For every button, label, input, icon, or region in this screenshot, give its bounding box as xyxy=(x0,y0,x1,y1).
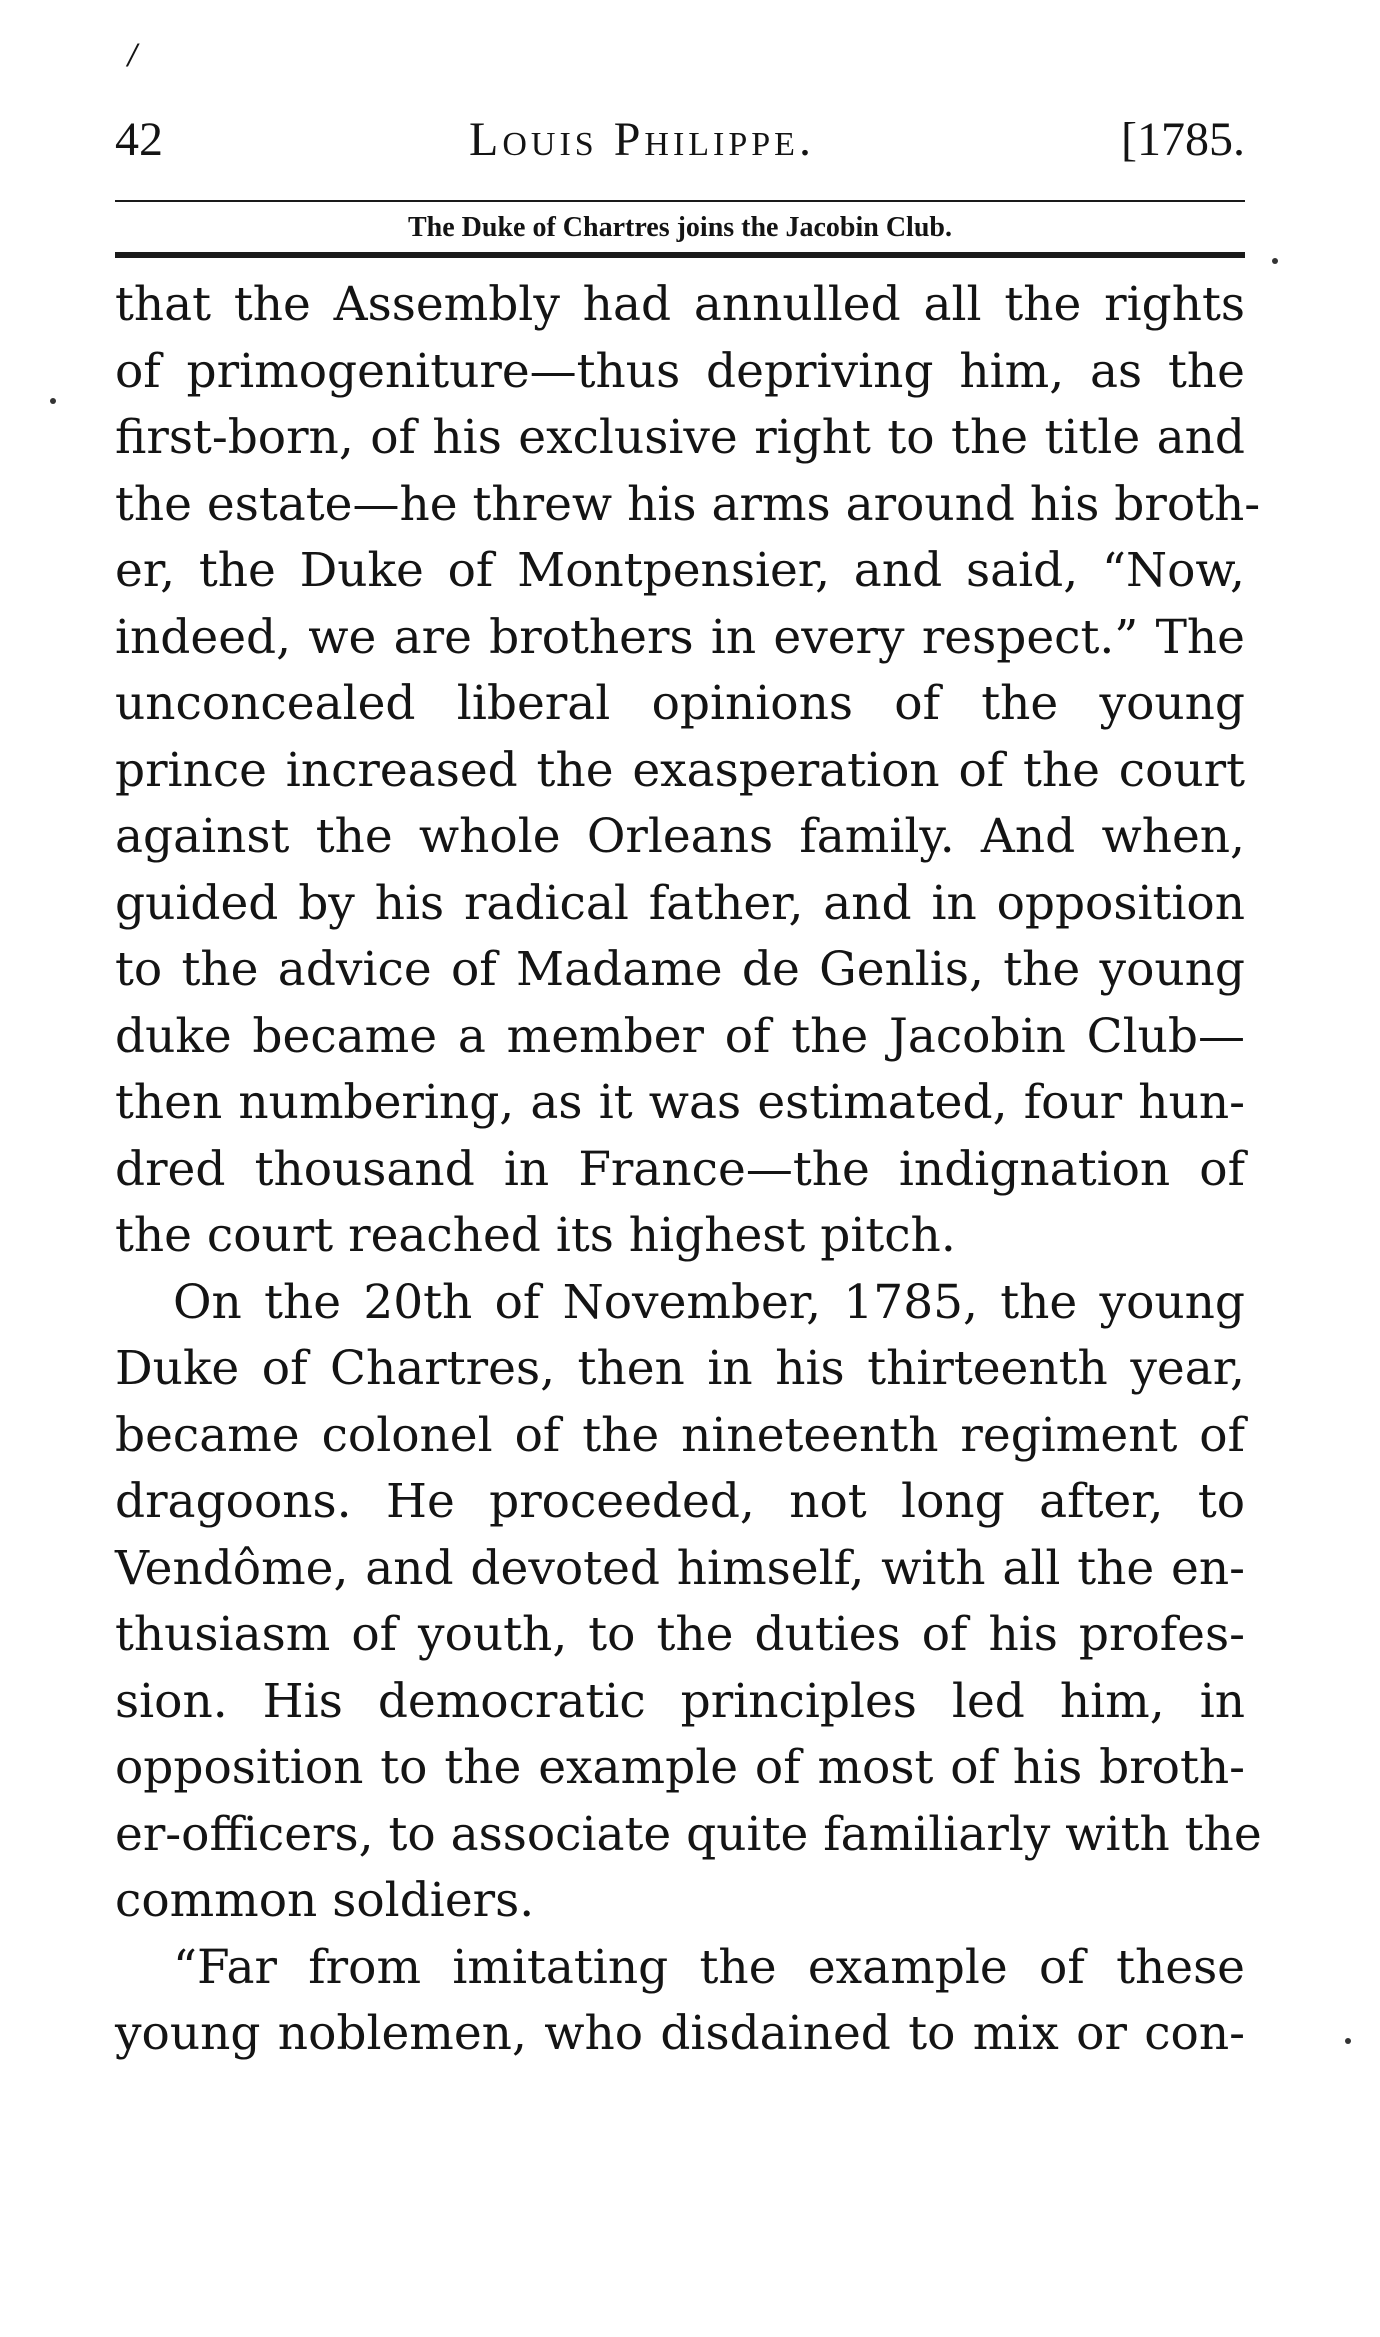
text-line: then numbering, as it was estimated, four hun- xyxy=(115,1075,1245,1130)
text-line: Vendôme, and devoted himself, with all the en- xyxy=(115,1540,1245,1596)
running-head xyxy=(115,112,1245,168)
text-line: first-born, of his exclusive right to the title and xyxy=(115,410,1245,465)
book-page xyxy=(115,112,1262,2068)
text-line: opposition to the example of most of his broth- xyxy=(115,1740,1245,1795)
body-text xyxy=(115,272,1262,2068)
text-line: dragoons. He proceeded, not long after, to xyxy=(115,1474,1245,1529)
text-line: On the 20th of November, 1785, the young xyxy=(173,1274,1245,1330)
text-line: unconcealed liberal opinions of the young xyxy=(115,676,1245,731)
text-line: became colonel of the nineteenth regiment of xyxy=(115,1407,1245,1463)
text-line: sion. His democratic principles led him, in xyxy=(115,1673,1245,1729)
text-line: to the advice of Madame de Genlis, the young xyxy=(115,942,1245,997)
text-line: common soldiers. xyxy=(115,1873,535,1928)
header-rule-top xyxy=(115,200,1245,202)
text-line: thusiasm of youth, to the duties of his profes- xyxy=(115,1607,1245,1662)
running-year: [1785. xyxy=(1121,113,1245,166)
text-line: dred thousand in France—the indignation of xyxy=(115,1141,1245,1197)
text-line: of primogeniture—thus depriving him, as the xyxy=(115,343,1245,399)
text-line: that the Assembly had annulled all the rights xyxy=(115,277,1245,332)
page-number: 42 xyxy=(115,113,163,166)
text-line: indeed, we are brothers in every respect.” The xyxy=(115,609,1245,665)
text-line: “Far from imitating the example of these xyxy=(173,1939,1245,1995)
text-line: Duke of Chartres, then in his thirteenth year, xyxy=(115,1341,1245,1396)
text-line: duke became a member of the Jacobin Club— xyxy=(115,1008,1245,1064)
text-line: guided by his radical father, and in opposition xyxy=(115,875,1245,931)
text-line: against the whole Orleans family. And when, xyxy=(115,809,1245,864)
text-line: the court reached its highest pitch. xyxy=(115,1208,956,1263)
text-line: the estate—he threw his arms around his broth- xyxy=(115,476,1261,532)
text-line: young noblemen, who disdained to mix or con- xyxy=(115,2006,1245,2061)
running-title: Louis Philippe. xyxy=(469,113,815,166)
text-line: prince increased the exasperation of the court xyxy=(115,742,1245,798)
margin-mark: / xyxy=(128,38,138,71)
header-rule-bottom xyxy=(115,252,1245,258)
text-line: er-officers, to associate quite familiarly with the xyxy=(115,1806,1262,1862)
ink-speck xyxy=(1272,258,1278,264)
ink-speck xyxy=(50,398,56,404)
ink-speck xyxy=(1345,2038,1351,2044)
text-line: er, the Duke of Montpensier, and said, “Now, xyxy=(115,543,1245,598)
section-subheading: The Duke of Chartres joins the Jacobin Club. xyxy=(408,212,952,243)
